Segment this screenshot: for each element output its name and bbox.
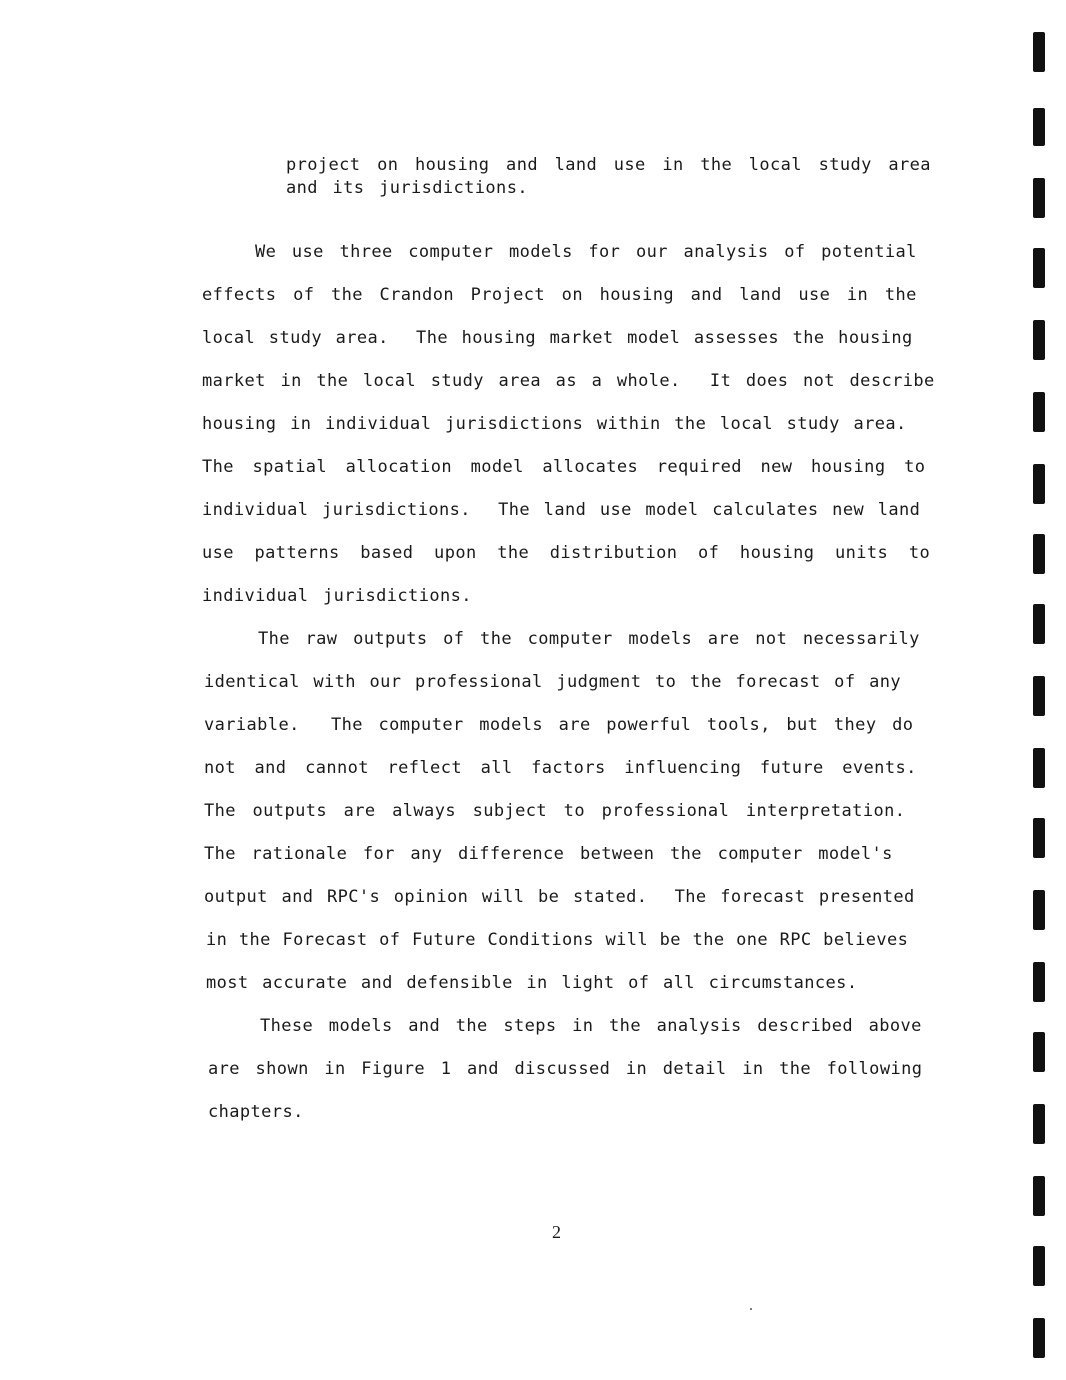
binding-mark [1033, 1104, 1045, 1144]
text-line: use patterns based upon the distribution of housing units to [202, 543, 931, 563]
text-line: most accurate and defensible in light of all circumstances. [206, 973, 858, 993]
text-line: housing in individual jurisdictions within the local study area. [202, 414, 907, 434]
binding-mark [1033, 178, 1045, 218]
binding-mark [1033, 320, 1045, 360]
text-line: We use three computer models for our analysis of potential [255, 242, 917, 262]
binding-mark [1033, 108, 1045, 146]
binding-mark [1033, 962, 1045, 1002]
text-line: and its jurisdictions. [286, 178, 528, 198]
binding-mark [1033, 1318, 1045, 1358]
binding-mark [1033, 1032, 1045, 1072]
scan-speck [750, 1308, 752, 1310]
text-line: effects of the Crandon Project on housing and land use in the [202, 285, 917, 305]
binding-mark [1033, 534, 1045, 574]
binding-mark [1033, 748, 1045, 788]
binding-mark [1033, 818, 1045, 858]
binding-mark [1033, 1246, 1045, 1286]
text-line: identical with our professional judgment to the forecast of any [204, 672, 901, 692]
binding-mark [1033, 464, 1045, 504]
text-line: The spatial allocation model allocates required new housing to [202, 457, 926, 477]
binding-mark [1033, 676, 1045, 716]
text-line: not and cannot reflect all factors influencing future events. [204, 758, 917, 778]
text-line: variable. The computer models are powerful tools, but they do [204, 715, 914, 735]
binding-mark [1033, 1176, 1045, 1216]
text-line: in the Forecast of Future Conditions will be the one RPC believes [206, 930, 909, 950]
page-number: 2 [552, 1222, 561, 1242]
text-line: project on housing and land use in the local study area [286, 155, 931, 175]
text-line: These models and the steps in the analysis described above [260, 1016, 922, 1036]
text-line: are shown in Figure 1 and discussed in detail in the following [208, 1059, 923, 1079]
text-line: The raw outputs of the computer models are not necessarily [258, 629, 920, 649]
text-line: chapters. [208, 1102, 304, 1122]
text-line: The outputs are always subject to professional interpretation. [204, 801, 906, 821]
text-line: local study area. The housing market model assesses the housing [202, 328, 913, 348]
binding-mark [1033, 890, 1045, 930]
text-line: The rationale for any difference between the computer model's [204, 844, 893, 864]
binding-mark [1033, 248, 1045, 288]
text-line: individual jurisdictions. The land use model calculates new land [202, 500, 921, 520]
binding-mark [1033, 392, 1045, 432]
binding-mark [1033, 32, 1045, 72]
text-line: individual jurisdictions. [202, 586, 472, 606]
text-line: output and RPC's opinion will be stated. The forecast presented [204, 887, 915, 907]
binding-mark [1033, 604, 1045, 644]
text-line: market in the local study area as a whole. It does not describe [202, 371, 935, 391]
